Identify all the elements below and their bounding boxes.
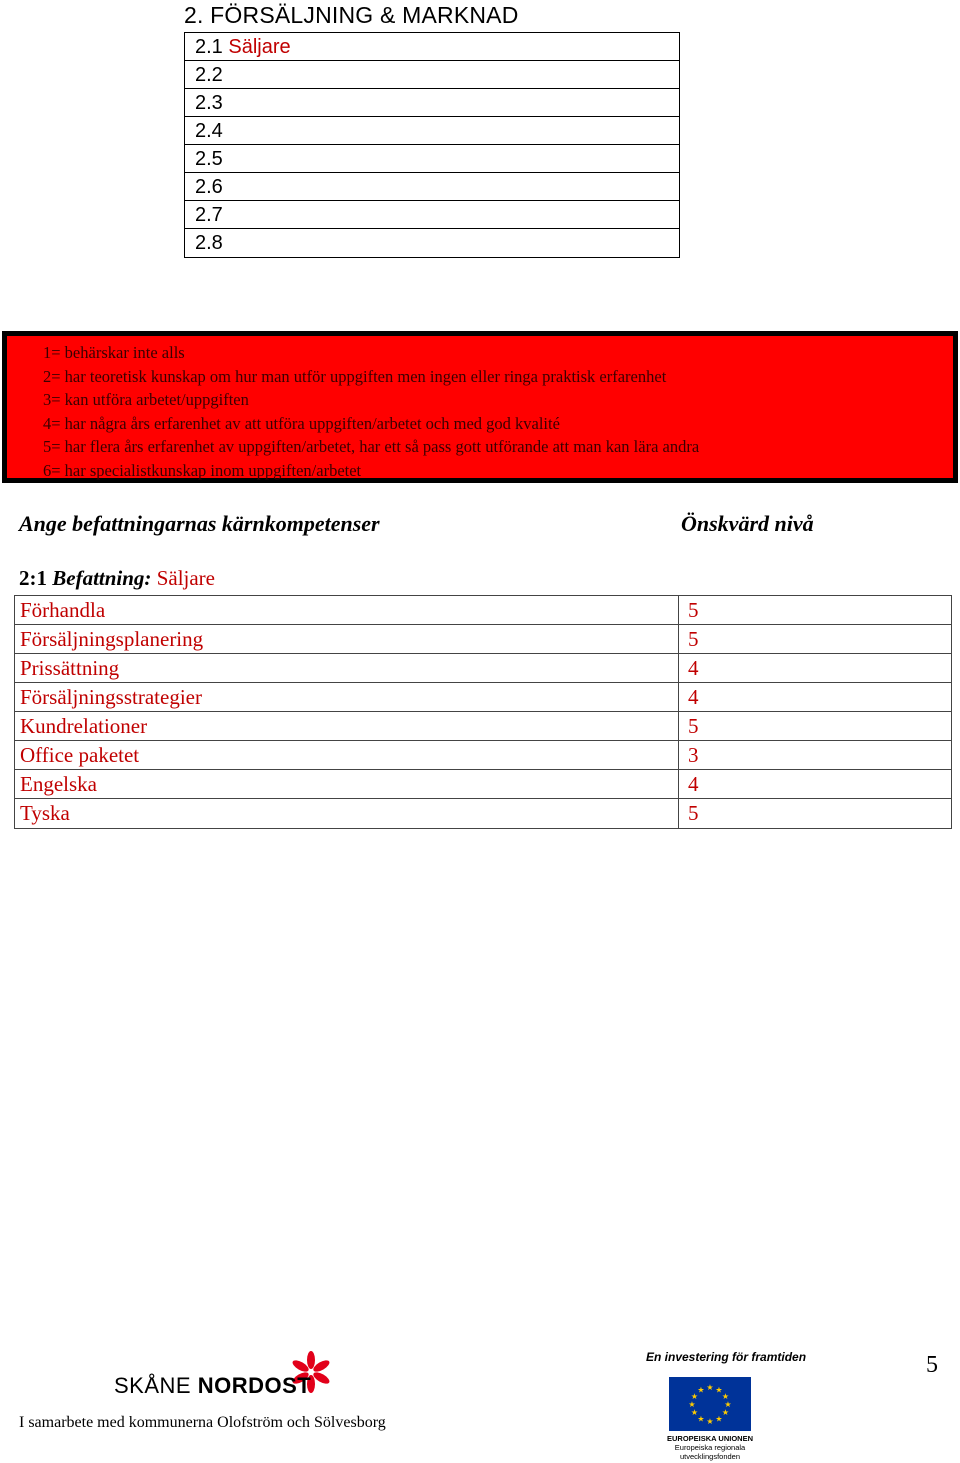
table-row [15,654,951,683]
legend-line: 6= har specialistkunskap inom uppgiften/arbetet [43,460,362,480]
svg-text:★: ★ [697,1414,705,1424]
toc-row: 2.6 [185,173,679,201]
competence-level: 5 [688,714,699,738]
competence-level: 5 [688,598,699,622]
competence-table [14,595,952,829]
competence-level: 3 [688,743,699,767]
table-row [15,712,951,741]
table-row [15,741,951,770]
svg-text:★: ★ [715,1385,723,1395]
competence-name: Office paketet [15,741,679,769]
svg-text:★: ★ [690,1392,699,1401]
competence-name: Förhandla [15,596,679,624]
toc-row: 2.2 [185,61,679,89]
competence-name: Kundrelationer [15,712,679,740]
footer-text: I samarbete med kommunerna Olofström och Sölvesborg [19,1414,386,1431]
eu-caption: EUROPEISKA UNIONEN Europeiska regionala utvecklingsfonden [667,1434,753,1461]
table-row [15,770,951,799]
competence-name: Försäljningsstrategier [15,683,679,711]
toc-row: 2.5 [185,145,679,173]
eu-tagline: En investering för framtiden [646,1350,807,1364]
table-row [15,799,951,828]
table-row [15,596,951,625]
competence-name: Tyska [15,799,679,828]
toc-table [184,32,680,258]
position-title: Säljare [156,566,215,590]
competence-column-header: Ange befattningarnas kärnkompetenser [19,511,380,536]
toc-row: 2.4 [185,117,679,145]
competence-level: 4 [688,656,699,680]
competence-name: Engelska [15,770,679,798]
toc-row: 2.8 [195,232,223,254]
section-heading: 2. FÖRSÄLJNING & MARKNAD [184,2,519,28]
competence-name: Försäljningsplanering [15,625,679,653]
level-column-header: Önskvärd nivå [681,511,814,536]
eu-flag-icon [669,1377,751,1431]
legend-line: 3= kan utföra arbetet/uppgiften [43,390,249,409]
position-code: 2:1 [19,566,47,590]
svg-text:★: ★ [706,1417,714,1426]
svg-text:★: ★ [688,1400,696,1409]
svg-text:★: ★ [715,1414,723,1424]
legend-line: 5= har flera års erfarenhet av uppgiften/arbetet, har ett så pass gott utförande att man kan lära andra [43,437,700,456]
svg-text:★: ★ [697,1385,705,1395]
level-legend [2,331,958,483]
svg-text:★: ★ [721,1392,730,1401]
table-row [15,683,951,712]
svg-text:★: ★ [706,1383,714,1392]
svg-text:★: ★ [690,1408,699,1417]
position-line [19,566,215,591]
competence-level: 5 [688,801,699,825]
svg-text:★: ★ [724,1400,732,1409]
svg-text:★: ★ [721,1408,730,1417]
position-label: Befattning: [52,566,152,590]
legend-line: 2= har teoretisk kunskap om hur man utför uppgiften men ingen eller ringa praktisk erfarenhet [43,366,667,386]
competence-level: 4 [688,685,699,709]
competence-level: 5 [688,627,699,651]
competence-name: Prissättning [15,654,679,682]
toc-row: 2.7 [185,201,679,229]
legend-line: 1= behärskar inte alls [43,343,185,362]
page-number: 5 [926,1352,938,1378]
toc-row: 2.3 [185,89,679,117]
toc-row: 2.1 Säljare [185,33,679,61]
competence-level: 4 [688,772,699,796]
legend-line: 4= har några års erfarenhet av att utföra uppgiften/arbetet och med god kvalité [43,413,560,433]
skane-nordost-logo: SKÅNE NORDOST [114,1373,312,1398]
table-row [15,625,951,654]
